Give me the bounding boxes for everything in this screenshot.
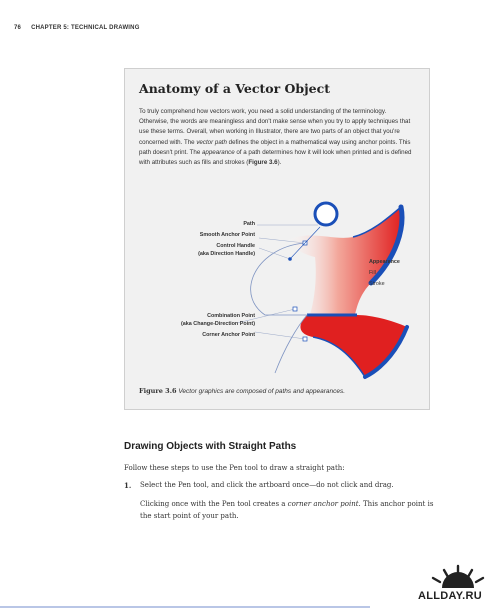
label-combination-point: Combination Point xyxy=(207,313,255,319)
caption-label: Figure 3.6 xyxy=(139,387,177,395)
label-control-handle: Control Handle xyxy=(216,243,255,249)
label-path: Path xyxy=(243,221,255,227)
figure-head xyxy=(315,203,337,225)
label-stroke: Stroke xyxy=(369,281,385,287)
sidebar-body xyxy=(139,107,415,168)
body-text: To truly comprehend how vectors work, you need a solid understanding of the terminology. Otherwise, the words are meaningless and don't make sense when you try to apply techniques that use these terms. Overall, when working in Illustrator, there are two parts of an object that you're concerned with. The xyxy=(139,108,411,146)
chapter-title: CHAPTER 5: TECHNICAL DRAWING xyxy=(31,25,140,31)
body-emphasis: appearance xyxy=(201,148,235,156)
body-text: ). xyxy=(277,159,282,167)
step-text: Select the Pen tool, and click the artboard once—do not click and drag. xyxy=(140,481,394,489)
figure-reference: Figure 3.6 xyxy=(248,159,278,167)
step-text-part: Clicking once with the Pen tool creates a xyxy=(140,500,288,508)
step-emphasis: corner anchor point xyxy=(287,500,359,508)
vector-path-outline xyxy=(251,243,307,373)
sidebar-title: Anatomy of a Vector Object xyxy=(139,81,331,96)
section-title: Drawing Objects with Straight Paths xyxy=(124,441,297,452)
label-fill: Fill xyxy=(369,270,376,276)
sidebar-box xyxy=(124,68,430,410)
label-change-direction: (aka Change-Direction Point) xyxy=(181,321,255,327)
step-number: 1. xyxy=(124,481,132,490)
body-text: of a path determines how it will look when printed and is defined with attributes such as fills and strokes ( xyxy=(139,148,412,167)
handle-end xyxy=(288,257,292,261)
body-emphasis: vector path xyxy=(196,138,227,146)
label-direction-handle: (aka Direction Handle) xyxy=(198,251,255,257)
body-text: defines the object in a mathematical way using anchor points. This path doesn't print. The xyxy=(139,138,411,156)
combination-point xyxy=(293,307,297,311)
page-header xyxy=(14,25,140,31)
label-corner-anchor: Corner Anchor Point xyxy=(202,332,255,338)
bottom-scrollbar-strip xyxy=(0,606,370,608)
corner-anchor-point xyxy=(303,337,307,341)
figure-leg-fill xyxy=(300,315,407,377)
section-intro: Follow these steps to use the Pen tool to draw a straight path: xyxy=(124,464,345,472)
vector-figure xyxy=(125,197,431,383)
step-text-part: . This anchor point is the start point of your path. xyxy=(140,500,434,520)
label-smooth-anchor: Smooth Anchor Point xyxy=(199,232,255,238)
watermark-text: ALLDAY.RU xyxy=(418,590,483,602)
vector-figure-illustration xyxy=(125,197,431,383)
label-appearance: Appearance xyxy=(369,259,400,265)
caption-text: Vector graphics are composed of paths and appearances. xyxy=(178,388,346,395)
figure-caption xyxy=(139,387,345,395)
step-explanation xyxy=(140,499,440,522)
page-number: 76 xyxy=(14,25,22,31)
